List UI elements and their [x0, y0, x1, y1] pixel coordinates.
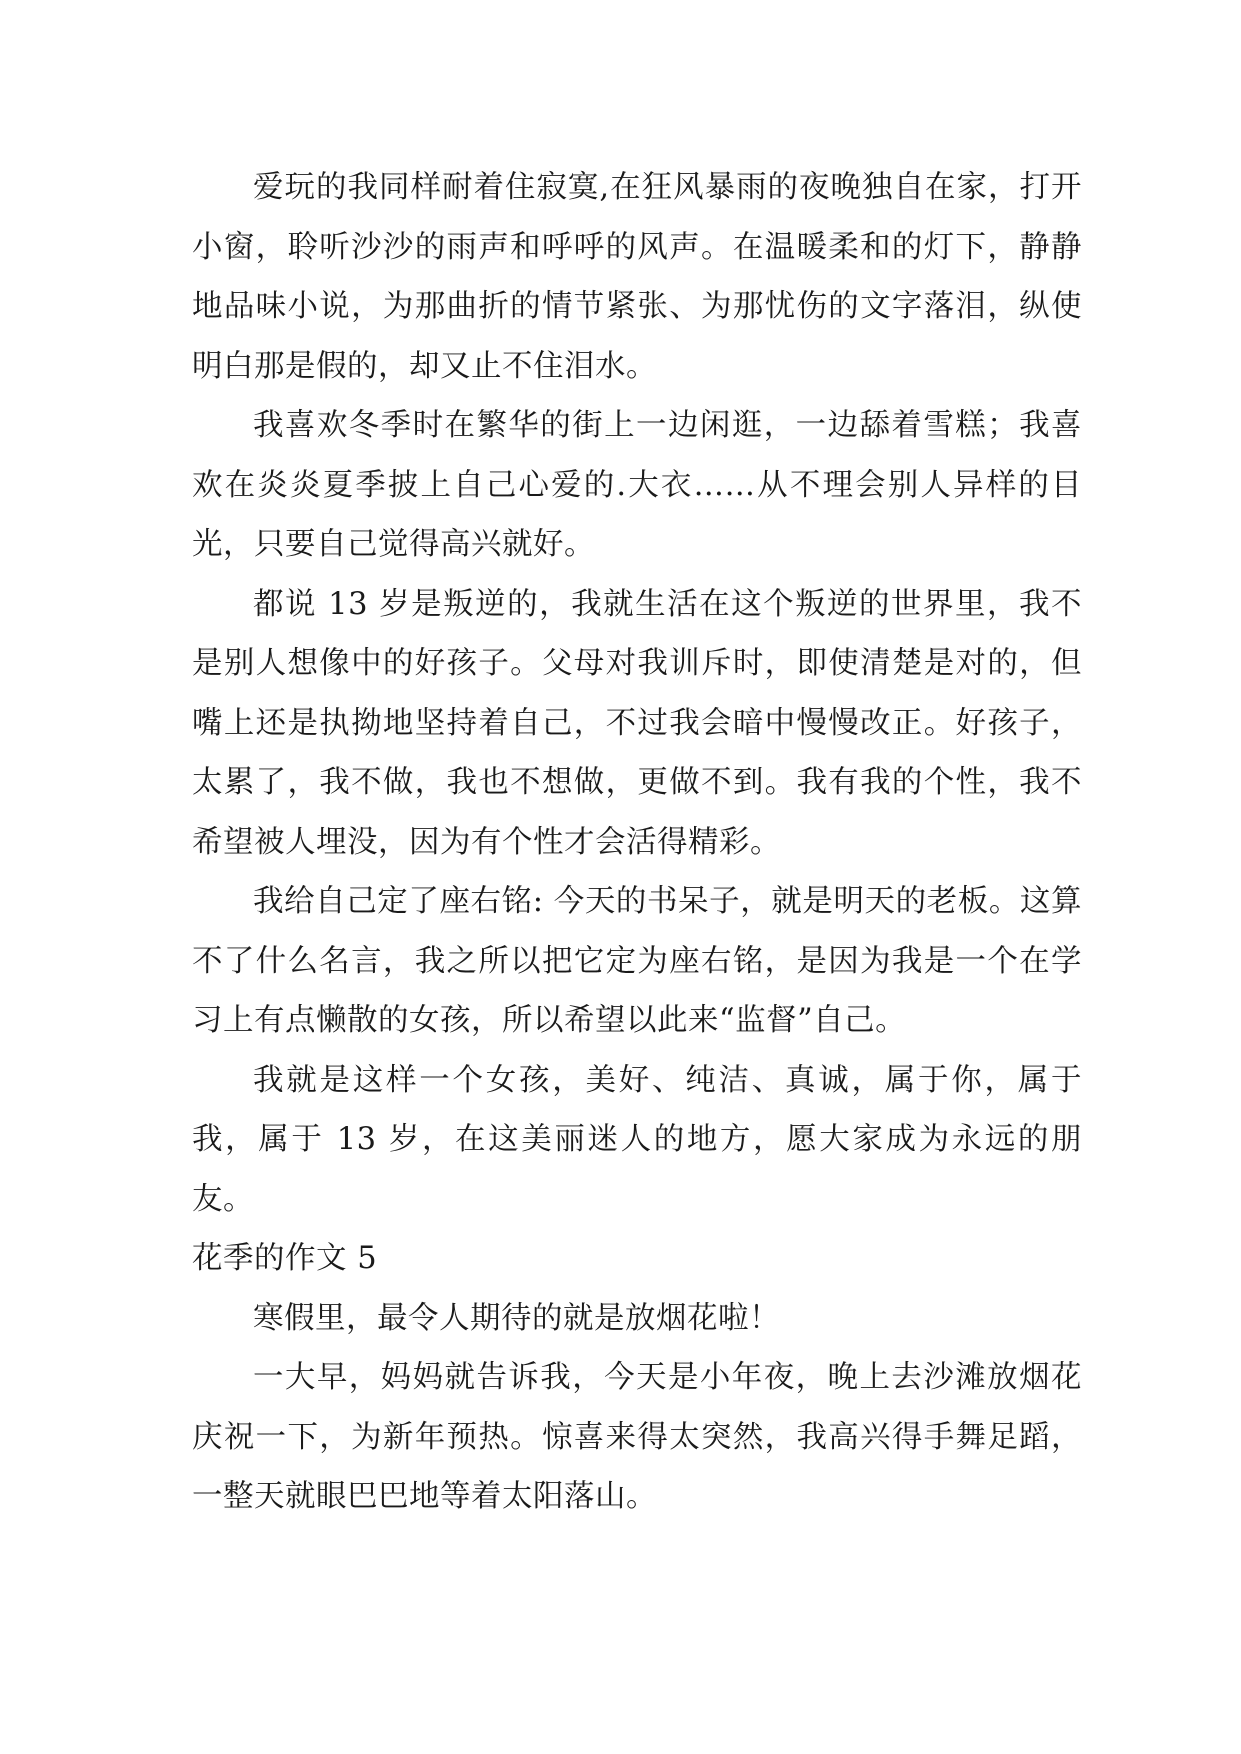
paragraph: 我就是这样一个女孩，美好、纯洁、真诚，属于你，属于我，属于 13 岁，在这美丽迷人的地方，愿大家成为永远的朋友。: [192, 1062, 1082, 1217]
document-body: [192, 158, 1082, 1527]
paragraph: 爱玩的我同样耐着住寂寞,在狂风暴雨的夜晚独自在家，打开小窗，聆听沙沙的雨声和呼呼的风声。在温暖柔和的灯下，静静地品味小说，为那曲折的情节紧张、为那忧伤的文字落泪，纵使明白那是假的，却又止不住泪水。: [192, 170, 1082, 384]
paragraph: 一大早，妈妈就告诉我，今天是小年夜，晚上去沙滩放烟花庆祝一下，为新年预热。惊喜来得太突然，我高兴得手舞足蹈，一整天就眼巴巴地等着太阳落山。: [192, 1360, 1082, 1514]
section-title: 花季的作文 5: [192, 1241, 378, 1276]
paragraph: 都说 13 岁是叛逆的，我就生活在这个叛逆的世界里，我不是别人想像中的好孩子。父母对我训斥时，即使清楚是对的，但嘴上还是执拗地坚持着自己，不过我会暗中慢慢改正。好孩子，太累了，我不做，我也不想做，更做不到。我有我的个性，我不希望被人埋没，因为有个性才会活得精彩。: [192, 586, 1082, 860]
paragraph: 我给自己定了座右铭: 今天的书呆子，就是明天的老板。这算不了什么名言，我之所以把它定为座右铭，是因为我是一个在学习上有点懒散的女孩，所以希望以此来“监督”自己。: [192, 884, 1082, 1038]
paragraph: 我喜欢冬季时在繁华的街上一边闲逛，一边舔着雪糕；我喜欢在炎炎夏季披上自己心爱的.大衣……从不理会别人异样的目光，只要自己觉得高兴就好。: [192, 408, 1082, 562]
paragraph: 寒假里，最令人期待的就是放烟花啦！: [253, 1300, 780, 1336]
